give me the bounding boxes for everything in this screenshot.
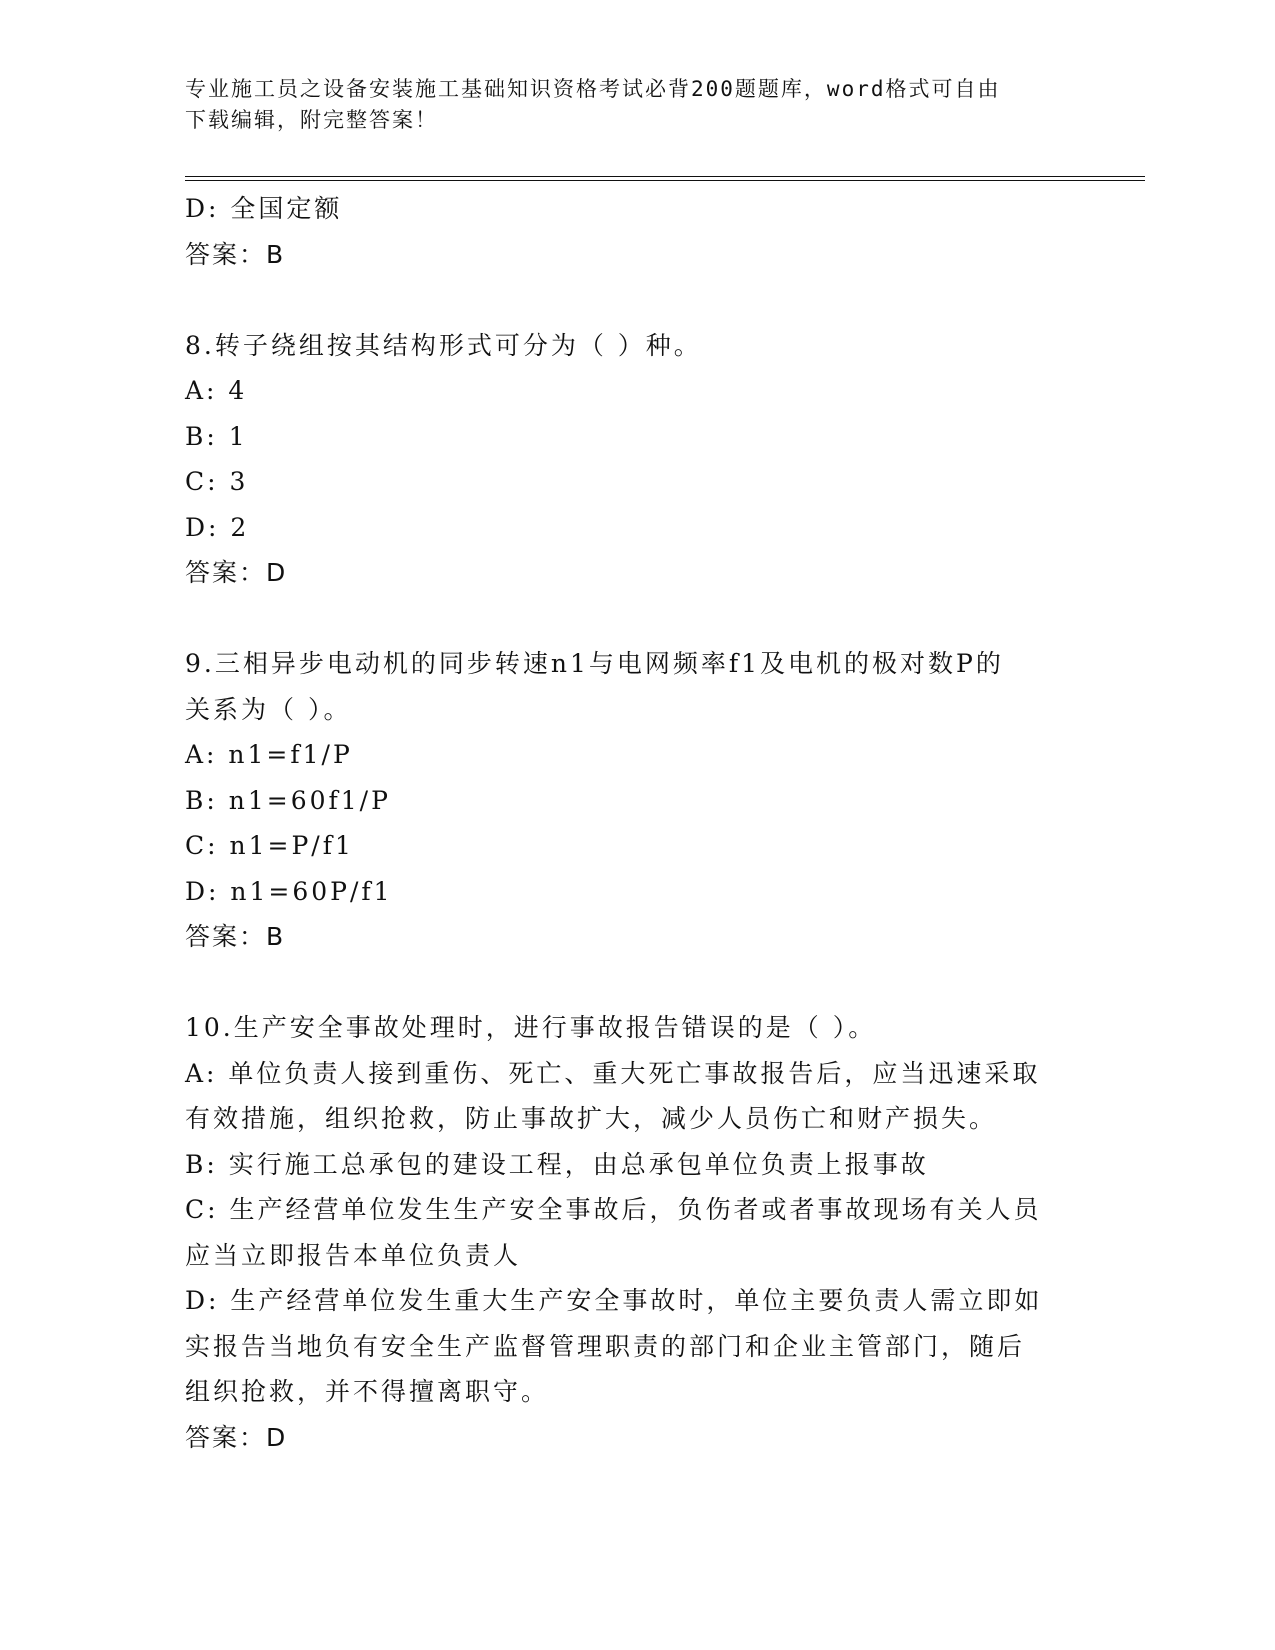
header-line-2: 下载编辑，附完整答案！: [185, 108, 438, 132]
q8-answer: 答案：D: [185, 558, 288, 587]
q9-option-a: A: n1=f1/P: [185, 740, 353, 769]
q10-option-d-line-3: 组织抢救，并不得擅离职守。: [185, 1377, 550, 1406]
q9-option-b: B: n1=60f1/P: [185, 785, 391, 815]
q9-stem-line-2: 关系为（ ）。: [185, 694, 352, 724]
q8-stem: 8.转子绕组按其结构形式可分为（ ）种。: [185, 330, 702, 360]
q10-stem: 10.生产安全事故处理时，进行事故报告错误的是（ ）。: [185, 1013, 877, 1042]
q10-option-d-line-1: D: 生产经营单位发生重大生产安全事故时，单位主要负责人需立即如: [185, 1286, 1043, 1315]
prev-option-d: D: 全国定额: [185, 194, 343, 223]
q10-option-c-line-1: C: 生产经营单位发生生产安全事故后，负伤者或者事故现场有关人员: [185, 1195, 1042, 1224]
prev-answer: 答案：B: [185, 239, 286, 269]
q10-option-c-line-2: 应当立即报告本单位负责人: [185, 1240, 522, 1270]
q8-option-a: A: 4: [185, 376, 248, 405]
q10-answer: 答案：D: [185, 1422, 288, 1452]
spacer: [185, 277, 1085, 323]
document-header: [185, 74, 1065, 136]
q9-stem-line-1: 9.三相异步电动机的同步转速n1与电网频率f1及电机的极对数P的: [185, 649, 1004, 678]
q10-option-b: B: 实行施工总承包的建设工程，由总承包单位负责上报事故: [185, 1149, 929, 1179]
header-divider-bottom: [185, 180, 1145, 181]
q9-answer: 答案：B: [185, 922, 286, 951]
spacer: [185, 960, 1085, 1006]
header-line-1: 专业施工员之设备安装施工基础知识资格考试必背200题题库，word格式可自由: [185, 77, 1001, 101]
q10-option-a-line-1: A: 单位负责人接到重伤、死亡、重大死亡事故报告后，应当迅速采取: [185, 1058, 1041, 1088]
q10-option-a-line-2: 有效措施，组织抢救，防止事故扩大，减少人员伤亡和财产损失。: [185, 1104, 998, 1133]
spacer: [185, 596, 1085, 642]
question-list: [185, 186, 1085, 1460]
q9-option-d: D: n1=60P/f1: [185, 876, 393, 906]
q8-option-d: D: 2: [185, 512, 250, 542]
q10-option-d-line-2: 实报告当地负有安全生产监督管理职责的部门和企业主管部门，随后: [185, 1331, 1026, 1361]
q8-option-c: C: 3: [185, 467, 249, 496]
q9-option-c: C: n1=P/f1: [185, 831, 354, 860]
q8-option-b: B: 1: [185, 421, 248, 451]
header-divider-top: [185, 176, 1145, 177]
